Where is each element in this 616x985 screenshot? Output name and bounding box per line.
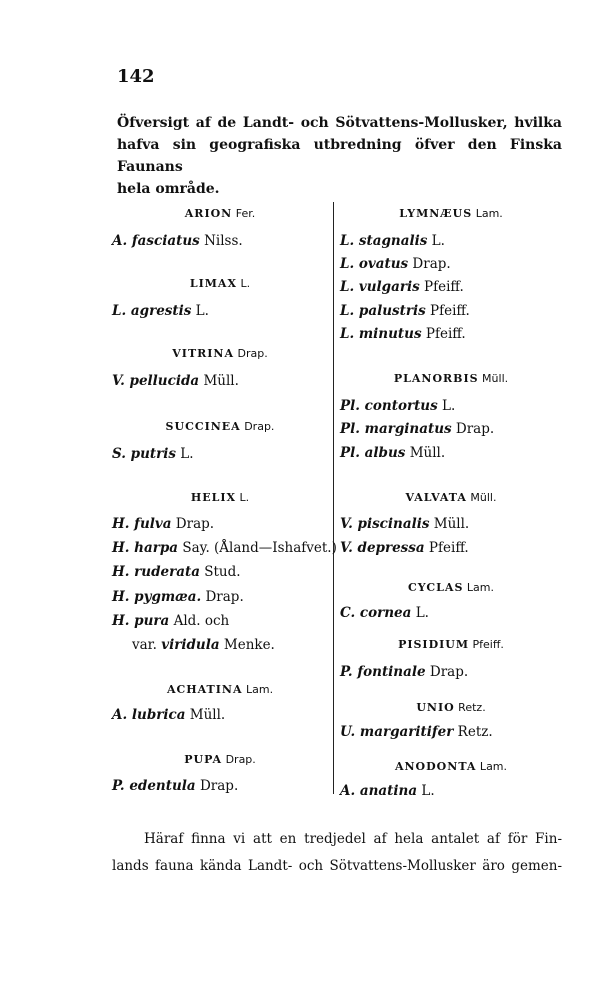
species-entry (112, 233, 243, 249)
species-author: L. (191, 303, 209, 319)
genus-author: Fer. (232, 207, 256, 220)
species-name: L. agrestis (112, 303, 192, 319)
species-name: A. lubrica (112, 707, 186, 723)
heading-line: hela område. (117, 181, 220, 197)
genus-heading (340, 701, 562, 714)
species-name: A. fasciatus (112, 233, 200, 249)
species-author: Drap. (451, 421, 495, 437)
species-entry (112, 707, 225, 723)
species-name: P. edentula (112, 778, 196, 794)
species-author: Drap. (408, 256, 451, 272)
species-author: Pfeiff. (419, 279, 464, 295)
genus-heading (112, 207, 328, 220)
section-heading (117, 112, 562, 200)
species-entry (340, 445, 445, 461)
species-entry (112, 303, 209, 319)
page-number: 142 (117, 66, 155, 87)
genus-heading (340, 207, 562, 220)
genus-author: Drap. (234, 347, 268, 360)
species-author: Pfeiff. (424, 540, 469, 556)
species-author: Pfeiff. (421, 326, 466, 342)
genus-name: HELIX (190, 491, 237, 504)
genus-name: VITRINA (172, 347, 235, 360)
species-entry (340, 233, 445, 249)
body-line: lands fauna kända Landt- och Sötvattens-Mollusker äro gemen- (112, 858, 562, 874)
genus-name: LIMAX (189, 277, 237, 290)
genus-author: Lam. (476, 760, 508, 773)
species-entry (340, 516, 469, 532)
genus-author: Müll. (466, 491, 497, 504)
genus-heading (112, 420, 328, 433)
genus-name: VALVATA (405, 491, 467, 504)
genus-heading (340, 372, 562, 385)
column-divider (333, 202, 334, 794)
genus-name: UNIO (416, 701, 455, 714)
genus-author: Lam. (463, 581, 494, 594)
species-entry: var. viridula Menke. (132, 637, 275, 653)
species-author: Drap. (201, 589, 244, 605)
genus-name: PLANORBIS (393, 372, 479, 385)
species-entry (112, 613, 229, 629)
species-name: viridula (161, 637, 220, 653)
species-name: Pl. marginatus (340, 421, 452, 437)
species-author: L. (417, 783, 435, 799)
species-author: L. (437, 398, 456, 414)
species-name: H. harpa (112, 540, 179, 556)
heading-line: Öfversigt af de Landt- och Sötvattens-Mollusker, hvilka (117, 115, 562, 131)
species-author: L. (411, 605, 429, 621)
genus-author: Lam. (472, 207, 503, 220)
species-author: Say. (Åland—Ishafvet.) (178, 540, 337, 556)
genus-author: L. (237, 277, 251, 290)
species-name: P. fontinale (340, 664, 426, 680)
species-name: S. putris (112, 446, 176, 462)
genus-name: ARION (184, 207, 233, 220)
genus-author: L. (236, 491, 250, 504)
species-author: Ald. och (169, 613, 230, 629)
species-entry (340, 398, 455, 414)
species-author: Drap. (425, 664, 469, 680)
genus-name: ANODONTA (394, 760, 477, 773)
species-entry (340, 783, 435, 799)
genus-heading (112, 683, 328, 696)
species-name: L. minutus (340, 326, 422, 342)
genus-heading (340, 638, 562, 651)
species-name: L. palustris (340, 303, 426, 319)
species-entry (340, 326, 466, 342)
species-name: H. ruderata (112, 564, 200, 580)
species-author: Menke. (219, 637, 275, 653)
species-entry (112, 446, 194, 462)
species-name: Pl. albus (340, 445, 406, 461)
species-name: Pl. contortus (340, 398, 438, 414)
genus-author: Drap. (240, 420, 275, 433)
species-author: Müll. (199, 373, 239, 389)
genus-heading (112, 753, 328, 766)
species-entry (112, 540, 337, 556)
genus-heading (340, 581, 562, 594)
species-entry (112, 589, 244, 605)
species-entry (112, 778, 238, 794)
species-author: Retz. (453, 724, 493, 740)
species-author: Drap. (171, 516, 215, 532)
genus-name: LYMNÆUS (399, 207, 473, 220)
species-entry (112, 564, 241, 580)
species-entry (112, 373, 239, 389)
species-entry (340, 279, 464, 295)
species-author: Nilss. (199, 233, 243, 249)
species-name: L. ovatus (340, 256, 409, 272)
genus-author: Pfeiff. (469, 638, 504, 651)
genus-name: CYCLAS (408, 581, 464, 594)
species-author: Drap. (195, 778, 239, 794)
species-entry (340, 256, 451, 272)
species-name: H. pura (112, 613, 170, 629)
genus-author: Lam. (242, 683, 274, 696)
genus-name: ACHATINA (166, 683, 243, 696)
genus-name: PISIDIUM (398, 638, 470, 651)
species-name: A. anatina (340, 783, 418, 799)
genus-author: Drap. (222, 753, 256, 766)
species-author: Müll. (185, 707, 226, 723)
species-name: V. depressa (340, 540, 425, 556)
species-entry (340, 724, 493, 740)
genus-heading (112, 491, 328, 504)
genus-author: Retz. (454, 701, 486, 714)
species-name: H. fulva (112, 516, 172, 532)
species-name: C. cornea (340, 605, 412, 621)
species-name: U. margaritifer (340, 724, 454, 740)
species-author: L. (176, 446, 194, 462)
species-name: V. pellucida (112, 373, 200, 389)
species-name: L. vulgaris (340, 279, 420, 295)
genus-heading (340, 760, 562, 773)
species-entry (112, 516, 214, 532)
species-entry (340, 540, 469, 556)
species-entry (340, 421, 494, 437)
species-entry (340, 605, 429, 621)
species-entry (340, 664, 468, 680)
species-author: Stud. (199, 564, 241, 580)
species-author: Pfeiff. (425, 303, 470, 319)
genus-heading (112, 277, 328, 290)
genus-heading (112, 347, 328, 360)
species-name: V. piscinalis (340, 516, 430, 532)
species-entry (340, 303, 470, 319)
body-line: Häraf finna vi att en tredjedel af hela antalet af för Fin- (144, 831, 562, 847)
heading-line: hafva sin geografiska utbredning öfver den Finska Faunans (117, 137, 562, 175)
species-name: H. pygmæa. (112, 589, 202, 605)
species-author: Müll. (429, 516, 470, 532)
body-paragraph (112, 826, 562, 880)
genus-heading (340, 491, 562, 504)
species-author: L. (427, 233, 445, 249)
genus-author: Müll. (478, 372, 509, 385)
genus-name: SUCCINEA (165, 420, 241, 433)
genus-name: PUPA (184, 753, 223, 766)
species-name: L. stagnalis (340, 233, 428, 249)
species-author: Müll. (405, 445, 446, 461)
